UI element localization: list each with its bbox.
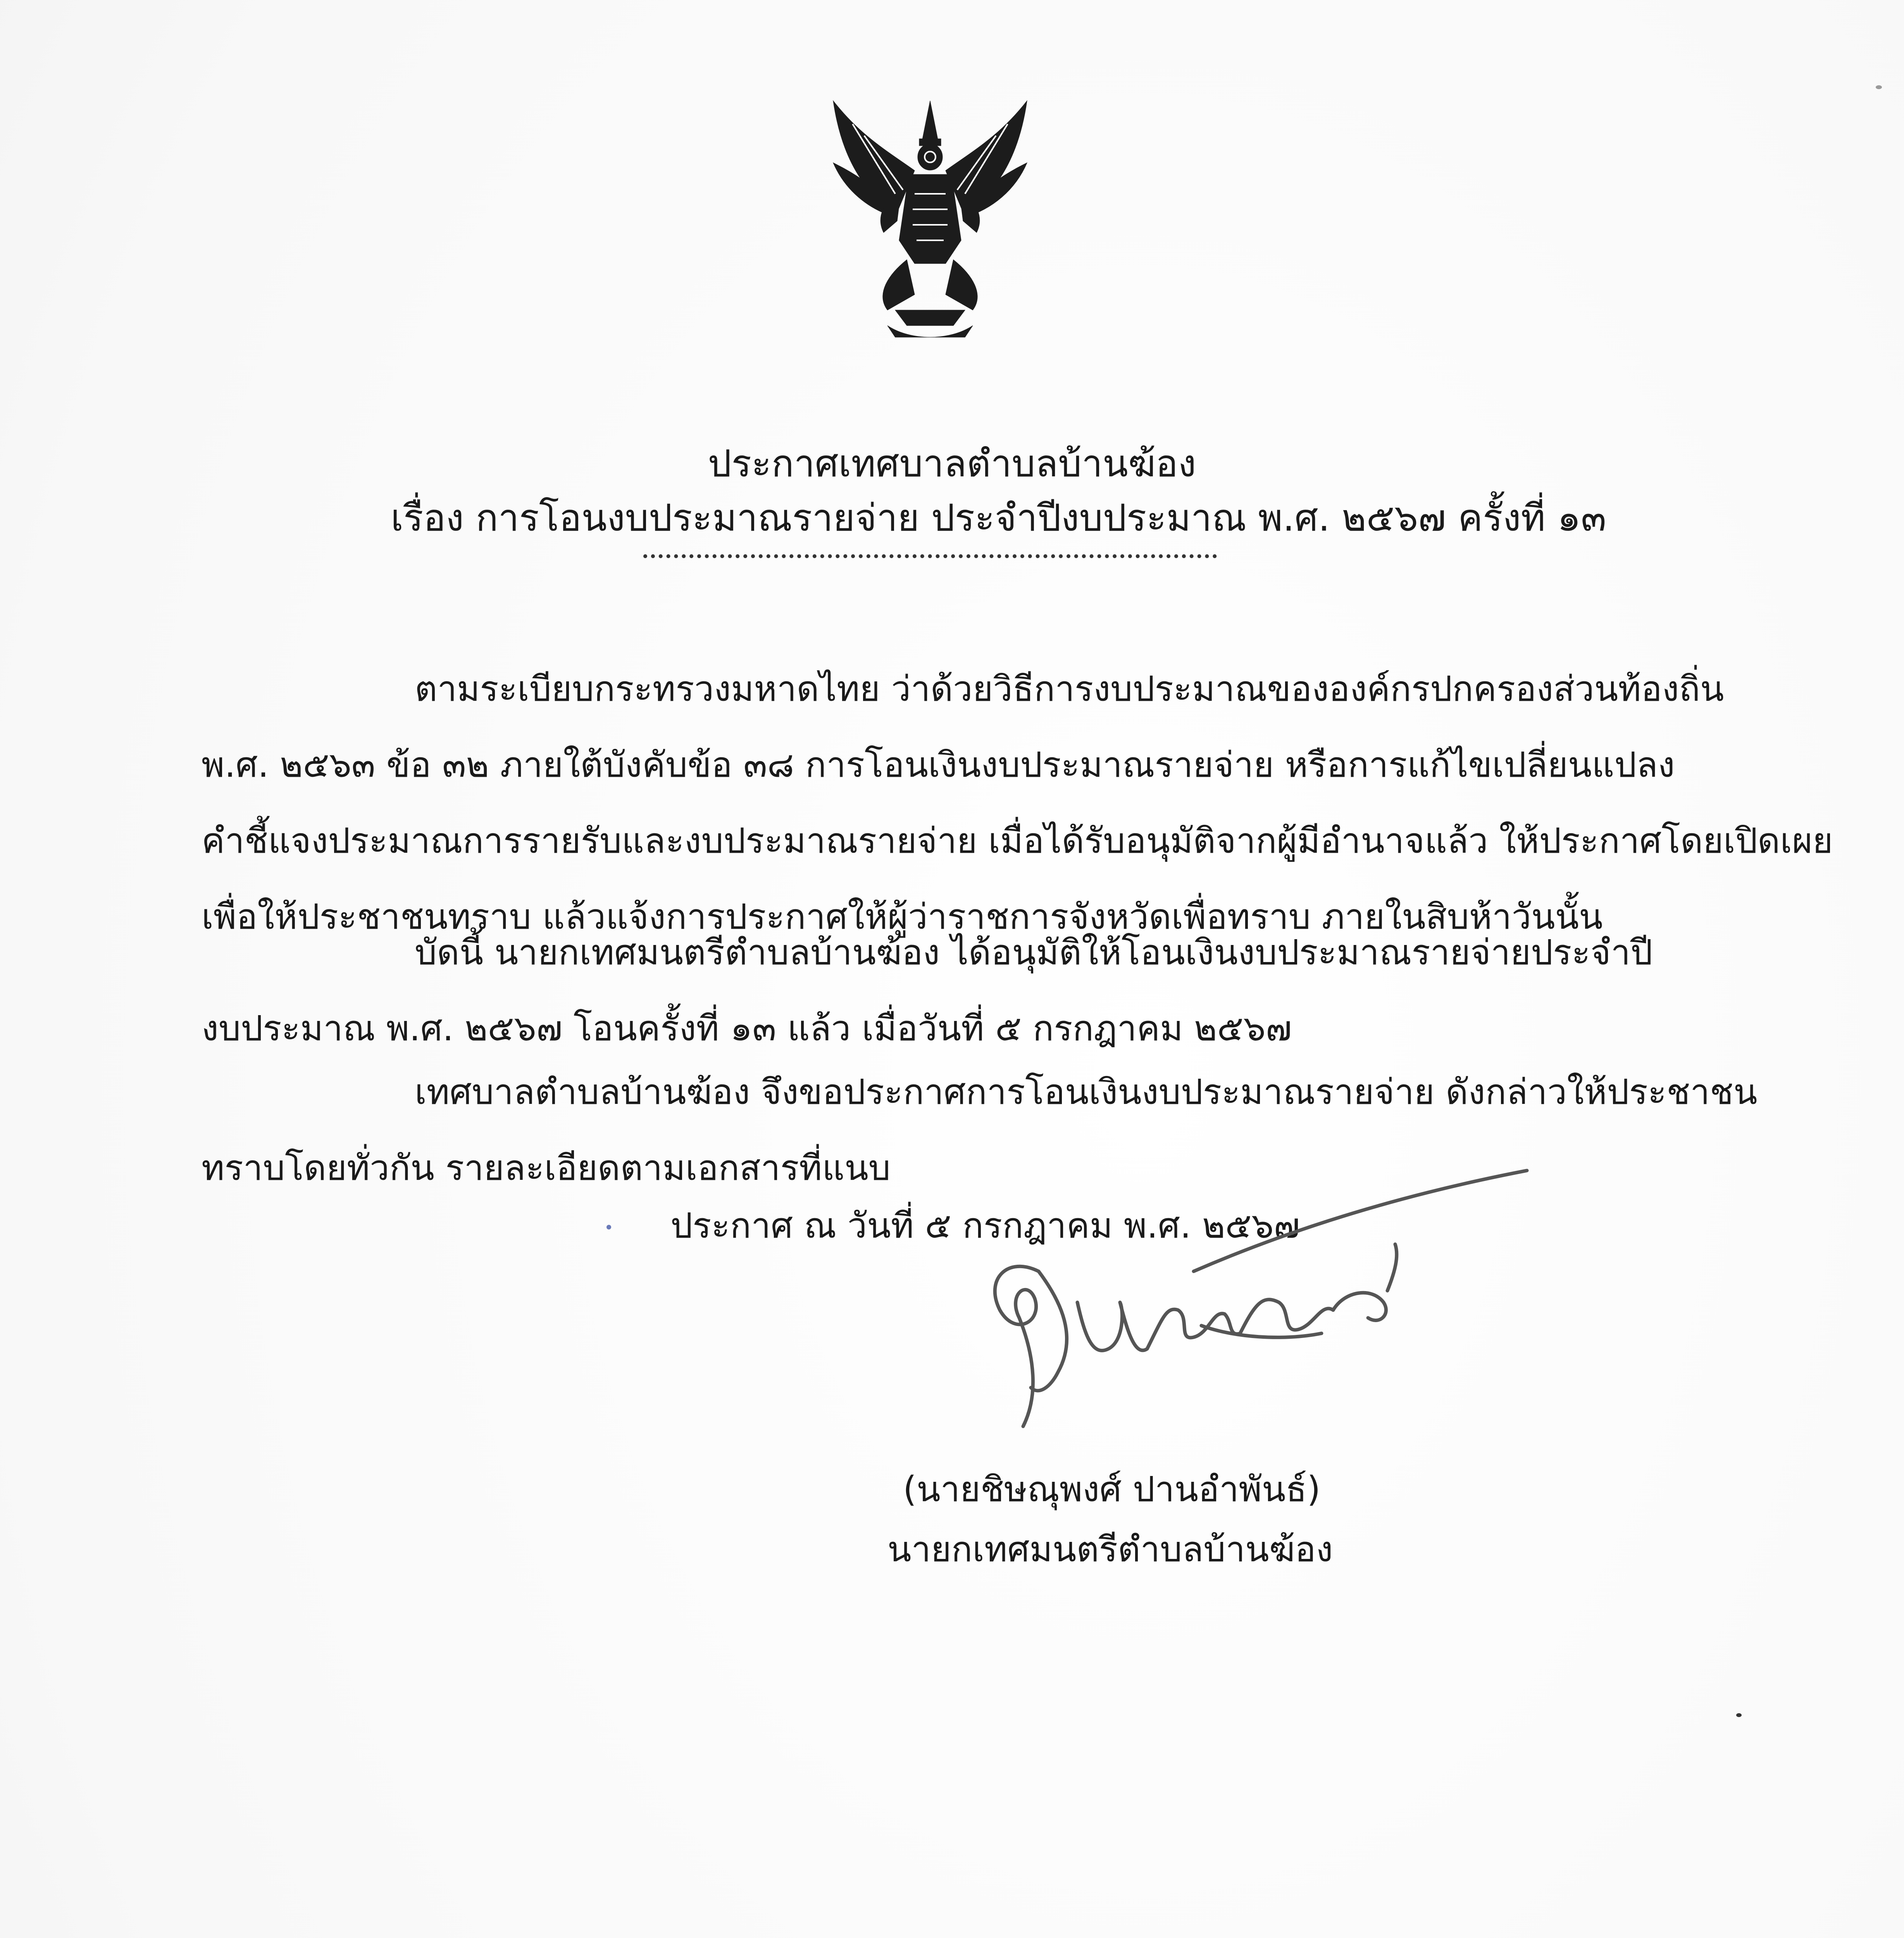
paragraph-2-line: งบประมาณ พ.ศ. ๒๕๖๗ โอนครั้งที่ ๑๓ แล้ว เมื่อวันที่ ๕ กรกฎาคม ๒๕๖๗ (202, 1008, 1292, 1049)
scan-speck (1736, 1713, 1742, 1717)
separator-dots (643, 554, 1217, 558)
garuda-emblem (818, 93, 1042, 341)
paragraph-1-line: เพื่อให้ประชาชนทราบ แล้วแจ้งการประกาศให้ผู้ว่าราชการจังหวัดเพื่อทราบ ภายในสิบห้าวันนั้น (202, 897, 1603, 937)
scan-speck (1876, 85, 1882, 89)
paragraph-1-line: พ.ศ. ๒๕๖๓ ข้อ ๓๒ ภายใต้บังคับข้อ ๓๘ การโอนเงินงบประมาณรายจ่าย หรือการแก้ไขเปลี่ยนแปลง (202, 745, 1675, 785)
paragraph-2-line: บัดนี้ นายกเทศมนตรีตำบลบ้านฆ้อง ได้อนุมัติให้โอนเงินงบประมาณรายจ่ายประจำปี (415, 932, 1653, 973)
paragraph-1-line: ตามระเบียบกระทรวงมหาดไทย ว่าด้วยวิธีการงบประมาณขององค์กรปกครองส่วนท้องถิ่น (415, 669, 1724, 709)
signer-position: นายกเทศมนตรีตำบลบ้านฆ้อง (887, 1529, 1333, 1570)
paragraph-1-line: คำชี้แจงประมาณการรายรับและงบประมาณรายจ่าย เมื่อได้รับอนุมัติจากผู้มีอำนาจแล้ว ให้ประกาศโดยเปิดเผย (202, 821, 1833, 861)
scan-speck (607, 1225, 611, 1229)
paragraph-3-line: เทศบาลตำบลบ้านฆ้อง จึงขอประกาศการโอนเงินงบประมาณรายจ่าย ดังกล่าวให้ประชาชน (415, 1072, 1758, 1112)
document-title: ประกาศเทศบาลตำบลบ้านฆ้อง (708, 442, 1196, 485)
paragraph-1 (202, 651, 1833, 955)
handwritten-signature (961, 1155, 1566, 1473)
paragraph-2 (202, 915, 1682, 1067)
document-subject: เรื่อง การโอนงบประมาณรายจ่าย ประจำปีงบประมาณ พ.ศ. ๒๕๖๗ ครั้งที่ ๑๓ (391, 496, 1606, 540)
announcement-date: ประกาศ ณ วันที่ ๕ กรกฎาคม พ.ศ. ๒๕๖๗ (670, 1205, 1300, 1246)
signer-name: (นายชิษณุพงศ์ ปานอำพันธ์) (903, 1469, 1321, 1510)
paragraph-3-line: ทราบโดยทั่วกัน รายละเอียดตามเอกสารที่แนบ (202, 1148, 891, 1188)
